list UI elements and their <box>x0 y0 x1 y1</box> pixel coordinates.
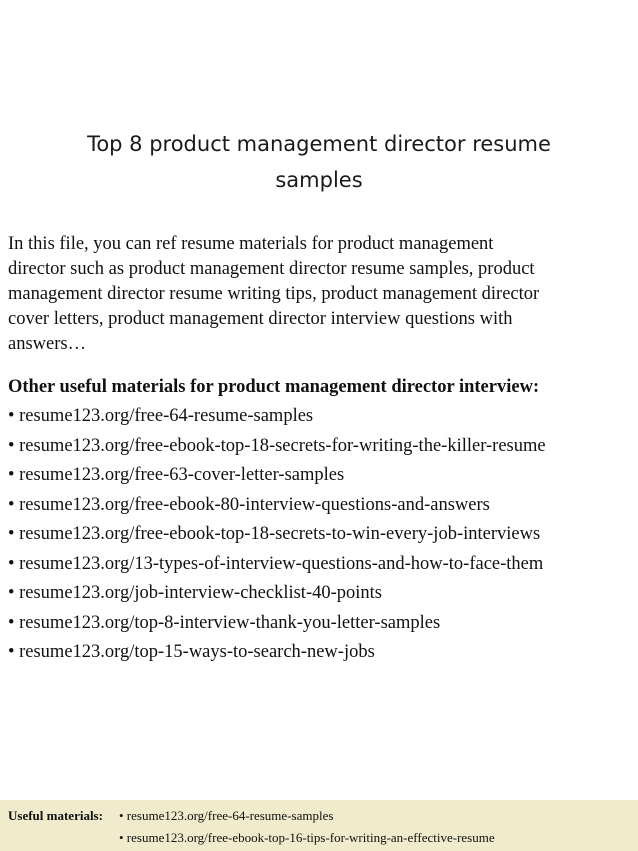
material-link[interactable]: • resume123.org/job-interview-checklist-40-points <box>8 583 382 603</box>
intro-paragraph <box>8 232 634 357</box>
useful-materials-footer <box>0 800 638 851</box>
page-title <box>0 126 638 198</box>
materials-link-list <box>8 404 636 670</box>
intro-line: management director resume writing tips, product management director <box>8 284 540 304</box>
material-link[interactable]: • resume123.org/13-types-of-interview-questions-and-how-to-face-them <box>8 553 544 574</box>
footer-label: Useful materials: <box>8 808 103 823</box>
material-link[interactable]: • resume123.org/top-15-ways-to-search-new-jobs <box>8 642 375 662</box>
intro-line: director such as product management director resume samples, product <box>8 259 535 279</box>
material-link[interactable]: • resume123.org/free-64-resume-samples <box>8 406 314 426</box>
material-link[interactable]: • resume123.org/top-8-interview-thank-you-letter-samples <box>8 612 441 633</box>
material-link[interactable]: • resume123.org/free-ebook-top-18-secrets-for-writing-the-killer-resume <box>8 435 546 456</box>
material-link[interactable]: • resume123.org/free-ebook-top-18-secrets-to-win-every-job-interviews <box>8 524 541 544</box>
material-link[interactable]: • resume123.org/free-ebook-80-interview-questions-and-answers <box>8 494 490 515</box>
materials-heading: Other useful materials for product management director interview: <box>8 377 540 397</box>
footer-link[interactable]: • resume123.org/free-ebook-top-16-tips-for-writing-an-effective-resume <box>119 830 495 845</box>
intro-line: answers… <box>8 334 87 354</box>
footer-link[interactable]: • resume123.org/free-64-resume-samples <box>119 808 334 823</box>
title-line-2: samples <box>275 168 363 192</box>
material-link[interactable]: • resume123.org/free-63-cover-letter-samples <box>8 465 345 485</box>
title-line-1: Top 8 product management director resume <box>87 132 551 156</box>
intro-line: cover letters, product management director interview questions with <box>8 309 513 329</box>
intro-line: In this file, you can ref resume materials for product management <box>8 234 494 254</box>
